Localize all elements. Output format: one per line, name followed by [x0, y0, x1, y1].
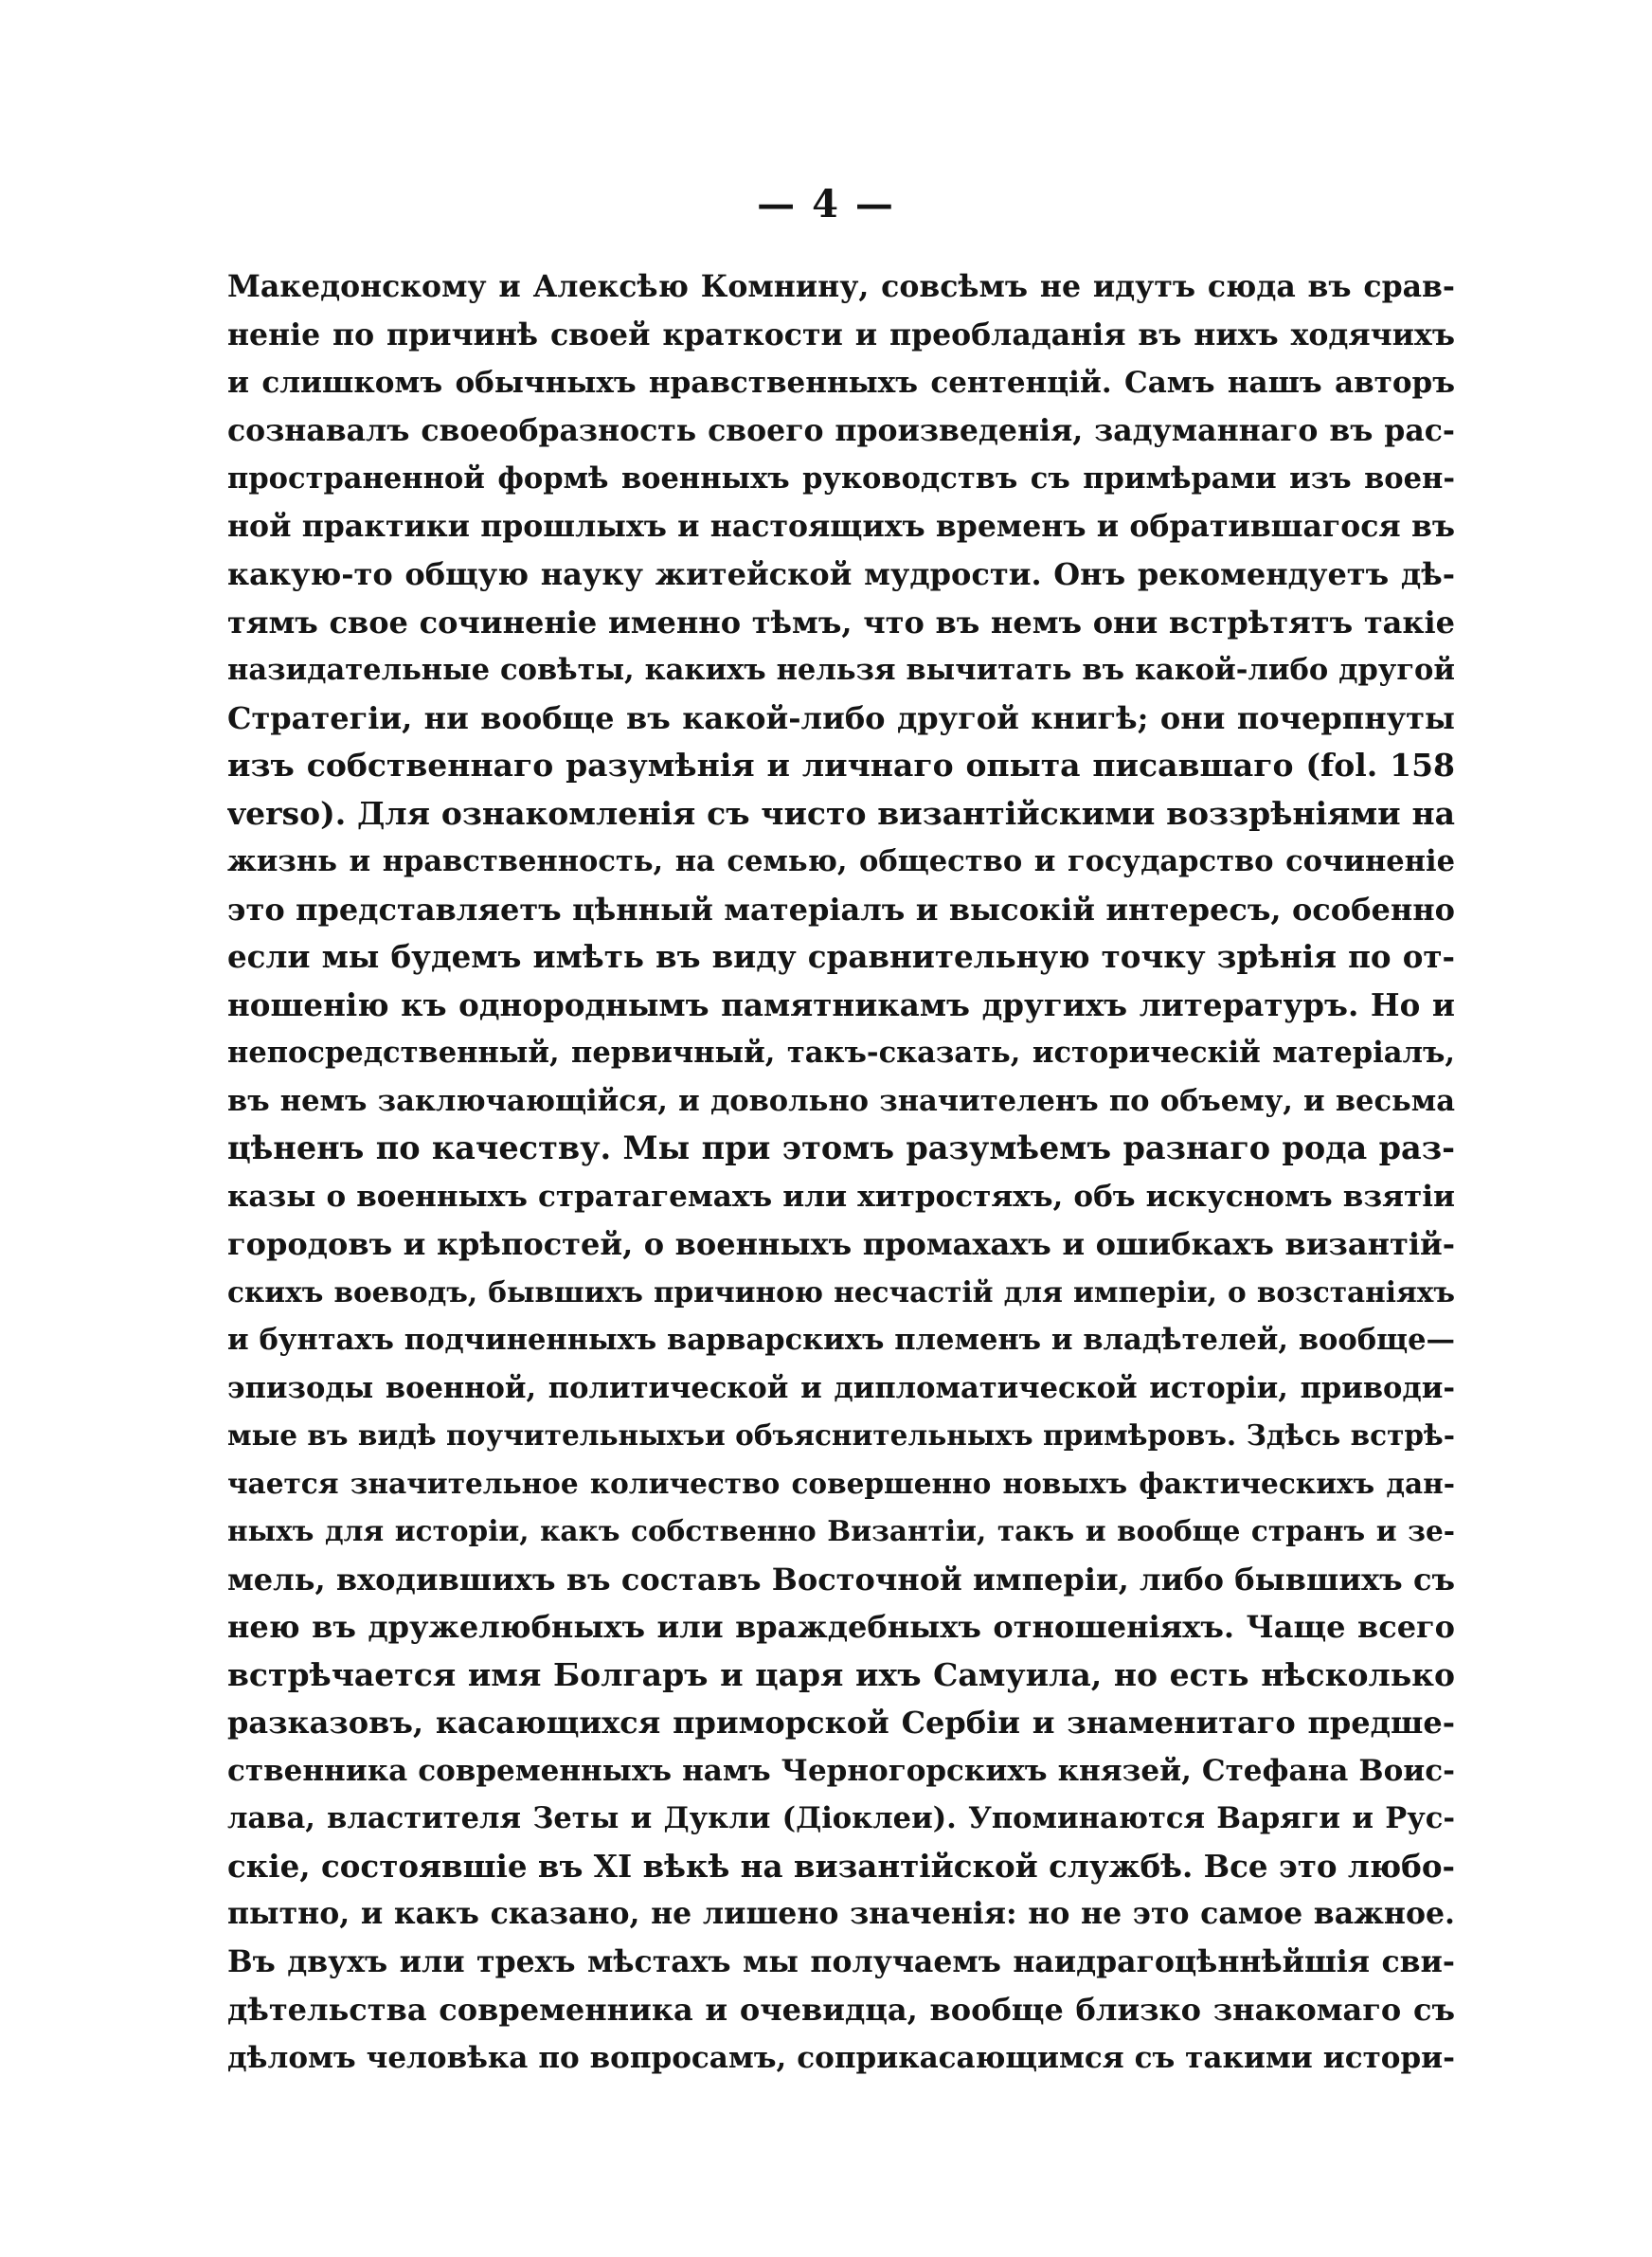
text-line: дѣтельства современника и очевидца, вообще близко знакомаго съ — [227, 1992, 1455, 2028]
text-line: дѣломъ человѣка по вопросамъ, соприкасающимся съ такими истори- — [227, 2040, 1455, 2075]
text-line: если мы будемъ имѣть въ виду сравнительную точку зрѣнія по от- — [227, 938, 1455, 975]
text-line: сознавалъ своеобразность своего произведенія, задуманнаго въ рас- — [227, 412, 1455, 448]
text-line: непосредственный, первичный, такъ-сказать, историческій матеріалъ, — [227, 1036, 1455, 1070]
text-line: ственника современныхъ намъ Черногорскихъ князей, Стефана Воис- — [227, 1753, 1455, 1788]
text-line: ношенію къ однороднымъ памятникамъ другихъ литературъ. Но и — [227, 985, 1455, 1023]
text-line: разказовъ, касающихся приморской Сербіи и знаменитаго предше- — [227, 1705, 1455, 1741]
body-text — [227, 263, 1455, 2082]
text-line: мель, входившихъ въ составъ Восточной имперіи, либо бывшихъ съ — [227, 1561, 1455, 1598]
text-line: verso). Для ознакомленія съ чисто византійскими воззрѣніями на — [227, 794, 1455, 832]
text-line: изъ собственнаго разумѣнія и личнаго опыта писавшаго (fol. 158 — [227, 747, 1455, 784]
text-line: Македонскому и Алексѣю Комнину, совсѣмъ не идутъ сюда въ срав- — [227, 269, 1455, 304]
text-line: чается значительное количество совершенно новыхъ фактическихъ дан- — [227, 1466, 1455, 1500]
text-line: ной практики прошлыхъ и настоящихъ временъ и обратившагося въ — [227, 508, 1455, 544]
text-line: скіе, состоявшіе въ XI вѣкѣ на византійской службѣ. Все это любо- — [227, 1847, 1455, 1885]
text-line: мые въ видѣ поучительныхъи объяснительныхъ примѣровъ. Здѣсь встрѣ- — [227, 1418, 1455, 1452]
text-line: эпизоды военной, политической и дипломатической исторіи, приводи- — [227, 1370, 1455, 1405]
text-line: тямъ свое сочиненіе именно тѣмъ, что въ немъ они встрѣтятъ такіе — [227, 604, 1455, 641]
text-line: казы о военныхъ стратагемахъ или хитростяхъ, объ искусномъ взятіи — [227, 1179, 1455, 1214]
text-line: пространенной формѣ военныхъ руководствъ съ примѣрами изъ воен- — [227, 461, 1455, 496]
text-line: неніе по причинѣ своей краткости и преобладанія въ нихъ ходячихъ — [227, 316, 1455, 352]
text-line: въ немъ заключающійся, и довольно значителенъ по объему, и весьма — [227, 1083, 1455, 1118]
text-line: это представляетъ цѣнный матеріалъ и высокій интересъ, особенно — [227, 891, 1455, 928]
text-line: встрѣчается имя Болгаръ и царя ихъ Самуила, но есть нѣсколько — [227, 1655, 1455, 1693]
page-number: — 4 — — [757, 182, 895, 226]
text-line: нею въ дружелюбныхъ или враждебныхъ отношеніяхъ. Чаще всего — [227, 1609, 1455, 1645]
text-line: какую-то общую науку житейской мудрости. Онъ рекомендуетъ дѣ- — [227, 556, 1455, 592]
text-line: ныхъ для исторіи, какъ собственно Византіи, такъ и вообще странъ и зе- — [227, 1514, 1455, 1547]
text-line: городовъ и крѣпостей, о военныхъ промахахъ и ошибкахъ византій- — [227, 1226, 1455, 1262]
text-line: и бунтахъ подчиненныхъ варварскихъ племенъ и владѣтелей, вообще— — [227, 1323, 1455, 1357]
text-line: пытно, и какъ сказано, не лишено значенія: но не это самое важное. — [227, 1896, 1455, 1931]
text-line: лава, властителя Зеты и Дукли (Діоклеи). Упоминаются Варяги и Рус- — [227, 1801, 1455, 1835]
text-line: назидательные совѣты, какихъ нельзя вычитать въ какой-либо другой — [227, 653, 1455, 687]
text-line: жизнь и нравственность, на семью, общество и государство сочиненіе — [227, 844, 1455, 878]
text-line: скихъ воеводъ, бывшихъ причиною несчастій для имперіи, о возстаніяхъ — [227, 1274, 1455, 1309]
text-line: Стратегіи, ни вообще въ какой-либо другой книгѣ; они почерпнуты — [227, 699, 1455, 736]
text-line: и слишкомъ обычныхъ нравственныхъ сентенцій. Самъ нашъ авторъ — [227, 366, 1455, 400]
text-line: цѣненъ по качеству. Мы при этомъ разумѣемъ разнаго рода раз- — [227, 1129, 1455, 1166]
text-line: Въ двухъ или трехъ мѣстахъ мы получаемъ наидрагоцѣннѣйшія сви- — [227, 1943, 1455, 1979]
